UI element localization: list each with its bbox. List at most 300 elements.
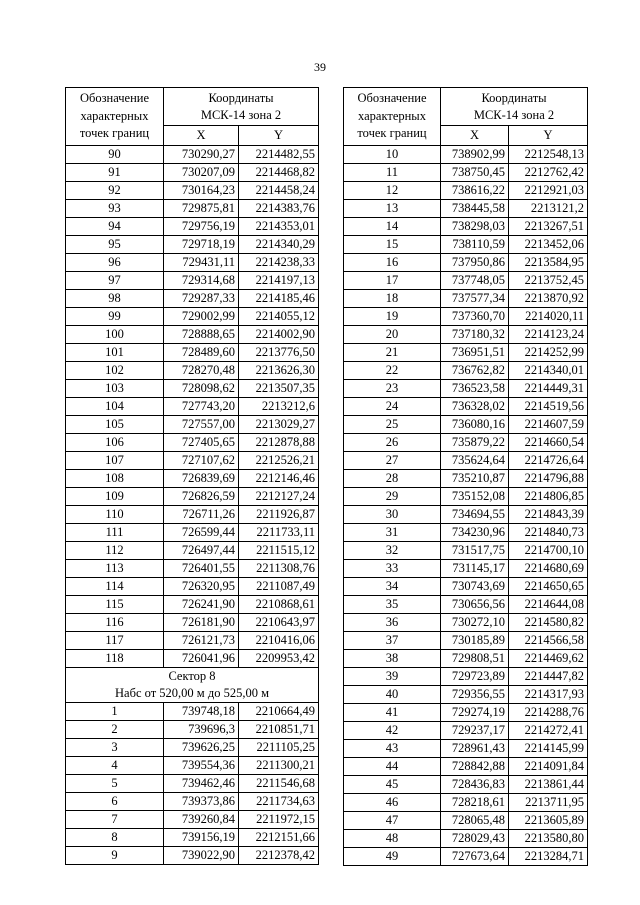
point-number-cell: 100 [66, 326, 164, 344]
table-row [344, 596, 588, 614]
table-row [344, 254, 588, 272]
y-coordinate-cell: 2213752,45 [509, 272, 588, 290]
y-coordinate-cell: 2214447,82 [509, 668, 588, 686]
table-row [66, 811, 319, 829]
y-coordinate-cell: 2214020,11 [509, 308, 588, 326]
x-coordinate-cell: 726497,44 [164, 542, 239, 560]
x-coordinate-cell: 726599,44 [164, 524, 239, 542]
x-coordinate-cell: 739022,90 [164, 847, 239, 865]
point-number-cell: 94 [66, 218, 164, 236]
x-coordinate-cell: 739696,3 [164, 721, 239, 739]
y-coordinate-cell: 2211300,21 [239, 757, 319, 775]
x-coordinate-cell: 726320,95 [164, 578, 239, 596]
point-number-cell: 28 [344, 470, 441, 488]
y-coordinate-cell: 2213284,71 [509, 848, 588, 866]
header-row-top [344, 88, 588, 126]
point-number-cell: 25 [344, 416, 441, 434]
point-number-cell: 21 [344, 344, 441, 362]
point-number-cell: 34 [344, 578, 441, 596]
y-coordinate-cell: 2213711,95 [509, 794, 588, 812]
y-coordinate-cell: 2211733,11 [239, 524, 319, 542]
table-row [66, 793, 319, 811]
table-row [344, 812, 588, 830]
table-row [66, 650, 319, 668]
point-number-cell: 106 [66, 434, 164, 452]
sector-title: Сектор 8 [168, 669, 216, 684]
x-coordinate-cell: 728436,83 [441, 776, 509, 794]
y-coordinate-cell: 2213776,50 [239, 344, 319, 362]
x-coordinate-cell: 728888,65 [164, 326, 239, 344]
point-number-cell: 113 [66, 560, 164, 578]
table-row [66, 614, 319, 632]
y-coordinate-cell: 2214660,54 [509, 434, 588, 452]
y-coordinate-cell: 2214519,56 [509, 398, 588, 416]
table-row [66, 308, 319, 326]
y-coordinate-cell: 2214353,01 [239, 218, 319, 236]
table-row [66, 829, 319, 847]
y-coordinate-cell: 2214055,12 [239, 308, 319, 326]
point-number-cell: 17 [344, 272, 441, 290]
y-coordinate-cell: 2214238,33 [239, 254, 319, 272]
point-number-cell: 2 [66, 721, 164, 739]
point-number-cell: 43 [344, 740, 441, 758]
y-coordinate-cell: 2214288,76 [509, 704, 588, 722]
table-row [66, 362, 319, 380]
table-row [344, 524, 588, 542]
point-number-cell: 13 [344, 200, 441, 218]
label-header-line2: характерных [358, 108, 426, 123]
label-header [66, 88, 164, 146]
y-coordinate-cell: 2212146,46 [239, 470, 319, 488]
point-number-cell: 19 [344, 308, 441, 326]
x-coordinate-cell: 734694,55 [441, 506, 509, 524]
point-number-cell: 39 [344, 668, 441, 686]
x-coordinate-cell: 738110,59 [441, 236, 509, 254]
point-number-cell: 97 [66, 272, 164, 290]
table-row [66, 146, 319, 164]
x-coordinate-cell: 726711,26 [164, 506, 239, 524]
x-coordinate-cell: 727107,62 [164, 452, 239, 470]
x-coordinate-cell: 726121,73 [164, 632, 239, 650]
y-coordinate-cell: 2214252,99 [509, 344, 588, 362]
x-coordinate-cell: 737950,86 [441, 254, 509, 272]
x-coordinate-cell: 738616,22 [441, 182, 509, 200]
table-row [344, 308, 588, 326]
table-row [344, 506, 588, 524]
point-number-cell: 29 [344, 488, 441, 506]
point-number-cell: 45 [344, 776, 441, 794]
x-coordinate-cell: 729718,19 [164, 236, 239, 254]
x-coordinate-cell: 737577,34 [441, 290, 509, 308]
y-coordinate-cell: 2214796,88 [509, 470, 588, 488]
table-row [66, 542, 319, 560]
table-row [344, 650, 588, 668]
y-coordinate-cell: 2214843,39 [509, 506, 588, 524]
point-number-cell: 9 [66, 847, 164, 865]
x-coordinate-cell: 738298,03 [441, 218, 509, 236]
y-coordinate-cell: 2212762,42 [509, 164, 588, 182]
y-coordinate-cell: 2214700,10 [509, 542, 588, 560]
y-coordinate-cell: 2214091,84 [509, 758, 588, 776]
point-number-cell: 110 [66, 506, 164, 524]
table-row [344, 686, 588, 704]
table-row [344, 344, 588, 362]
table-row [66, 506, 319, 524]
y-header: Y [239, 126, 319, 146]
sector-row [66, 668, 319, 703]
x-coordinate-cell: 726826,59 [164, 488, 239, 506]
y-coordinate-cell: 2213267,51 [509, 218, 588, 236]
x-coordinate-cell: 730185,89 [441, 632, 509, 650]
point-number-cell: 11 [344, 164, 441, 182]
point-number-cell: 30 [344, 506, 441, 524]
point-number-cell: 108 [66, 470, 164, 488]
point-number-cell: 96 [66, 254, 164, 272]
point-number-cell: 104 [66, 398, 164, 416]
point-number-cell: 117 [66, 632, 164, 650]
x-coordinate-cell: 739554,36 [164, 757, 239, 775]
table-row [344, 668, 588, 686]
y-coordinate-cell: 2213507,35 [239, 380, 319, 398]
x-coordinate-cell: 729237,17 [441, 722, 509, 740]
table-row [344, 380, 588, 398]
x-coordinate-cell: 738445,58 [441, 200, 509, 218]
table-row [344, 182, 588, 200]
table-row [344, 758, 588, 776]
table-row [344, 740, 588, 758]
point-number-cell: 98 [66, 290, 164, 308]
table-row [344, 164, 588, 182]
y-coordinate-cell: 2210643,97 [239, 614, 319, 632]
y-coordinate-cell: 2214482,55 [239, 146, 319, 164]
table-row [344, 200, 588, 218]
y-coordinate-cell: 2210851,71 [239, 721, 319, 739]
table-row [344, 830, 588, 848]
table-row [66, 416, 319, 434]
table-row [66, 721, 319, 739]
y-coordinate-cell: 2212378,42 [239, 847, 319, 865]
x-coordinate-cell: 737748,05 [441, 272, 509, 290]
point-number-cell: 99 [66, 308, 164, 326]
point-number-cell: 48 [344, 830, 441, 848]
coordinates-table-left [65, 87, 319, 865]
table-row [66, 524, 319, 542]
point-number-cell: 41 [344, 704, 441, 722]
y-coordinate-cell: 2213861,44 [509, 776, 588, 794]
y-coordinate-cell: 2213870,92 [509, 290, 588, 308]
table-row [66, 488, 319, 506]
table-row [66, 578, 319, 596]
x-coordinate-cell: 737360,70 [441, 308, 509, 326]
x-coordinate-cell: 729002,99 [164, 308, 239, 326]
table-row [66, 398, 319, 416]
point-number-cell: 18 [344, 290, 441, 308]
point-number-cell: 20 [344, 326, 441, 344]
y-coordinate-cell: 2214469,62 [509, 650, 588, 668]
point-number-cell: 6 [66, 793, 164, 811]
y-coordinate-cell: 2214272,41 [509, 722, 588, 740]
table-row [66, 218, 319, 236]
coords-header-line1: Координаты [481, 91, 547, 106]
x-coordinate-cell: 729287,33 [164, 290, 239, 308]
table-row [66, 272, 319, 290]
table-row [66, 380, 319, 398]
point-number-cell: 5 [66, 775, 164, 793]
table-row [344, 362, 588, 380]
point-number-cell: 33 [344, 560, 441, 578]
x-coordinate-cell: 739156,19 [164, 829, 239, 847]
table-row [66, 739, 319, 757]
table-row [344, 146, 588, 164]
x-coordinate-cell: 730207,09 [164, 164, 239, 182]
point-number-cell: 112 [66, 542, 164, 560]
x-coordinate-cell: 726181,90 [164, 614, 239, 632]
x-coordinate-cell: 731145,17 [441, 560, 509, 578]
point-number-cell: 42 [344, 722, 441, 740]
point-number-cell: 37 [344, 632, 441, 650]
table-row [66, 254, 319, 272]
y-coordinate-cell: 2210416,06 [239, 632, 319, 650]
point-number-cell: 1 [66, 703, 164, 721]
x-coordinate-cell: 735624,64 [441, 452, 509, 470]
x-header: X [441, 126, 509, 146]
table-row [66, 290, 319, 308]
y-coordinate-cell: 2212548,13 [509, 146, 588, 164]
x-coordinate-cell: 729314,68 [164, 272, 239, 290]
table-row [344, 416, 588, 434]
x-coordinate-cell: 729756,19 [164, 218, 239, 236]
table-row [66, 452, 319, 470]
x-coordinate-cell: 728489,60 [164, 344, 239, 362]
y-coordinate-cell: 2213121,2 [509, 200, 588, 218]
y-coordinate-cell: 2214317,93 [509, 686, 588, 704]
y-coordinate-cell: 2214566,58 [509, 632, 588, 650]
x-coordinate-cell: 736951,51 [441, 344, 509, 362]
x-coordinate-cell: 727557,00 [164, 416, 239, 434]
point-number-cell: 16 [344, 254, 441, 272]
x-coordinate-cell: 737180,32 [441, 326, 509, 344]
x-coordinate-cell: 735152,08 [441, 488, 509, 506]
table-row [66, 326, 319, 344]
y-coordinate-cell: 2212878,88 [239, 434, 319, 452]
y-coordinate-cell: 2214002,90 [239, 326, 319, 344]
page-number: 39 [314, 60, 326, 74]
point-number-cell: 3 [66, 739, 164, 757]
table-row [66, 632, 319, 650]
y-coordinate-cell: 2212151,66 [239, 829, 319, 847]
x-coordinate-cell: 729875,81 [164, 200, 239, 218]
table-row [344, 434, 588, 452]
x-coordinate-cell: 728842,88 [441, 758, 509, 776]
y-coordinate-cell: 2214580,82 [509, 614, 588, 632]
table-row [344, 794, 588, 812]
x-coordinate-cell: 736762,82 [441, 362, 509, 380]
point-number-cell: 101 [66, 344, 164, 362]
y-coordinate-cell: 2214840,73 [509, 524, 588, 542]
point-number-cell: 23 [344, 380, 441, 398]
x-coordinate-cell: 739748,18 [164, 703, 239, 721]
point-number-cell: 46 [344, 794, 441, 812]
x-coordinate-cell: 735879,22 [441, 434, 509, 452]
y-coordinate-cell: 2214383,76 [239, 200, 319, 218]
table-row [344, 560, 588, 578]
y-coordinate-cell: 2211515,12 [239, 542, 319, 560]
y-coordinate-cell: 2214340,01 [509, 362, 588, 380]
y-coordinate-cell: 2214650,65 [509, 578, 588, 596]
x-coordinate-cell: 726241,90 [164, 596, 239, 614]
y-coordinate-cell: 2210664,49 [239, 703, 319, 721]
x-coordinate-cell: 727405,65 [164, 434, 239, 452]
y-coordinate-cell: 2213452,06 [509, 236, 588, 254]
y-coordinate-cell: 2211087,49 [239, 578, 319, 596]
table-row [344, 614, 588, 632]
y-coordinate-cell: 2212921,03 [509, 182, 588, 200]
label-header [344, 88, 441, 146]
point-number-cell: 116 [66, 614, 164, 632]
y-coordinate-cell: 2214185,46 [239, 290, 319, 308]
label-header-line1: Обозначение [357, 91, 427, 106]
y-coordinate-cell: 2213626,30 [239, 362, 319, 380]
table-row [344, 236, 588, 254]
table-row [344, 848, 588, 866]
header-row-top [66, 88, 319, 126]
y-coordinate-cell: 2212526,21 [239, 452, 319, 470]
y-coordinate-cell: 2213212,6 [239, 398, 319, 416]
x-coordinate-cell: 739260,84 [164, 811, 239, 829]
y-coordinate-cell: 2212127,24 [239, 488, 319, 506]
table-row [344, 326, 588, 344]
point-number-cell: 38 [344, 650, 441, 668]
table-row [66, 434, 319, 452]
point-number-cell: 92 [66, 182, 164, 200]
point-number-cell: 47 [344, 812, 441, 830]
x-coordinate-cell: 729723,89 [441, 668, 509, 686]
x-coordinate-cell: 727743,20 [164, 398, 239, 416]
table-row [344, 452, 588, 470]
x-coordinate-cell: 728029,43 [441, 830, 509, 848]
point-number-cell: 10 [344, 146, 441, 164]
y-coordinate-cell: 2211926,87 [239, 506, 319, 524]
point-number-cell: 111 [66, 524, 164, 542]
point-number-cell: 27 [344, 452, 441, 470]
x-coordinate-cell: 726401,55 [164, 560, 239, 578]
y-coordinate-cell: 2214726,64 [509, 452, 588, 470]
table-row [66, 344, 319, 362]
table-row [344, 722, 588, 740]
y-coordinate-cell: 2211308,76 [239, 560, 319, 578]
x-coordinate-cell: 730272,10 [441, 614, 509, 632]
table-row [344, 578, 588, 596]
x-coordinate-cell: 736523,58 [441, 380, 509, 398]
coordinates-table-right [343, 87, 588, 866]
point-number-cell: 105 [66, 416, 164, 434]
x-coordinate-cell: 738902,99 [441, 146, 509, 164]
point-number-cell: 24 [344, 398, 441, 416]
table-row [66, 775, 319, 793]
table-row [344, 470, 588, 488]
point-number-cell: 90 [66, 146, 164, 164]
point-number-cell: 114 [66, 578, 164, 596]
coords-header [441, 88, 588, 126]
x-coordinate-cell: 736328,02 [441, 398, 509, 416]
y-coordinate-cell: 2214197,13 [239, 272, 319, 290]
x-coordinate-cell: 734230,96 [441, 524, 509, 542]
y-coordinate-cell: 2209953,42 [239, 650, 319, 668]
x-coordinate-cell: 739626,25 [164, 739, 239, 757]
point-number-cell: 36 [344, 614, 441, 632]
point-number-cell: 40 [344, 686, 441, 704]
point-number-cell: 22 [344, 362, 441, 380]
x-coordinate-cell: 728065,48 [441, 812, 509, 830]
point-number-cell: 44 [344, 758, 441, 776]
point-number-cell: 12 [344, 182, 441, 200]
point-number-cell: 115 [66, 596, 164, 614]
x-coordinate-cell: 731517,75 [441, 542, 509, 560]
x-coordinate-cell: 728961,43 [441, 740, 509, 758]
x-coordinate-cell: 727673,64 [441, 848, 509, 866]
point-number-cell: 93 [66, 200, 164, 218]
y-coordinate-cell: 2214468,82 [239, 164, 319, 182]
table-row [344, 272, 588, 290]
table-row [66, 596, 319, 614]
x-coordinate-cell: 730656,56 [441, 596, 509, 614]
point-number-cell: 49 [344, 848, 441, 866]
point-number-cell: 4 [66, 757, 164, 775]
label-header-line2: характерных [80, 108, 149, 123]
coords-header-line2: МСК-14 зона 2 [200, 107, 282, 122]
x-coordinate-cell: 739373,86 [164, 793, 239, 811]
y-coordinate-cell: 2214458,24 [239, 182, 319, 200]
point-number-cell: 107 [66, 452, 164, 470]
label-header-line3: точек границ [357, 126, 427, 141]
y-coordinate-cell: 2213584,95 [509, 254, 588, 272]
table-row [66, 703, 319, 721]
x-coordinate-cell: 730164,23 [164, 182, 239, 200]
y-coordinate-cell: 2211972,15 [239, 811, 319, 829]
y-coordinate-cell: 2211546,68 [239, 775, 319, 793]
table-row [344, 542, 588, 560]
point-number-cell: 26 [344, 434, 441, 452]
point-number-cell: 109 [66, 488, 164, 506]
y-coordinate-cell: 2211105,25 [239, 739, 319, 757]
y-coordinate-cell: 2214607,59 [509, 416, 588, 434]
x-coordinate-cell: 728218,61 [441, 794, 509, 812]
x-coordinate-cell: 728270,48 [164, 362, 239, 380]
point-number-cell: 7 [66, 811, 164, 829]
y-header: Y [509, 126, 588, 146]
table-row [344, 218, 588, 236]
x-header: X [164, 126, 239, 146]
x-coordinate-cell: 736080,16 [441, 416, 509, 434]
point-number-cell: 118 [66, 650, 164, 668]
point-number-cell: 15 [344, 236, 441, 254]
point-number-cell: 14 [344, 218, 441, 236]
x-coordinate-cell: 730290,27 [164, 146, 239, 164]
point-number-cell: 95 [66, 236, 164, 254]
point-number-cell: 32 [344, 542, 441, 560]
table-row [66, 164, 319, 182]
table-row [66, 560, 319, 578]
x-coordinate-cell: 726839,69 [164, 470, 239, 488]
point-number-cell: 8 [66, 829, 164, 847]
y-coordinate-cell: 2214340,29 [239, 236, 319, 254]
point-number-cell: 31 [344, 524, 441, 542]
y-coordinate-cell: 2214806,85 [509, 488, 588, 506]
table-row [344, 290, 588, 308]
coords-header-line1: Координаты [208, 91, 274, 106]
table-row [66, 182, 319, 200]
x-coordinate-cell: 738750,45 [441, 164, 509, 182]
